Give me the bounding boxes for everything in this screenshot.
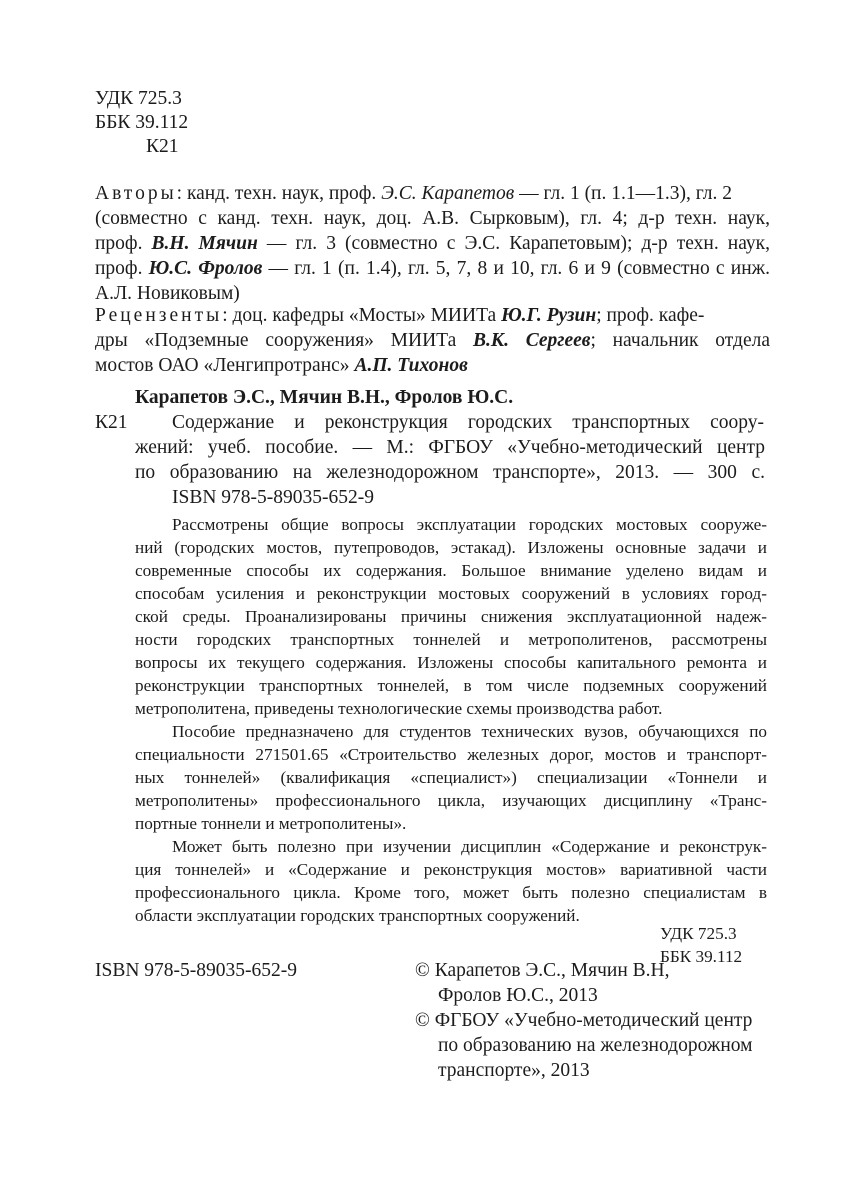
abstract-line: метрополитена, приведены технологические схемы производства работ. xyxy=(135,699,663,718)
authors-line-3: проф. В.Н. Мячин — гл. 3 (совместно с Э.С. Карапетовым); д-р техн. наук, xyxy=(95,233,771,254)
abstract-line: ных тоннелей» (квалификация «специалист») специализации «Тоннели и xyxy=(135,768,767,787)
reviewers-line-2: дры «Подземные сооружения» МИИТа В.К. Сергеев; начальник отдела xyxy=(95,330,770,351)
abstract-line: ция тоннелей» и «Содержание и реконструкция мостов» вариативной части xyxy=(135,860,767,879)
copyright-line: © ФГБОУ «Учебно-методический центр xyxy=(415,1010,753,1031)
abstract-line: вопросы их текущего содержания. Изложены способы капитального ремонта и xyxy=(135,653,767,672)
authors-line-1: Авторы: канд. техн. наук, проф. Э.С. Карапетов — гл. 1 (п. 1.1—1.3), гл. 2 xyxy=(95,183,732,204)
abstract-line: ности городских транспортных тоннелей и метрополитенов, рассмотрены xyxy=(135,630,767,649)
bib-line: по образованию на железнодорожном транспорте», 2013. — 300 с. xyxy=(135,462,765,483)
abstract-line: портные тоннели и метрополитены». xyxy=(135,814,407,833)
udk-code: УДК 725.3 xyxy=(95,88,182,109)
udk-code-bottom: УДК 725.3 xyxy=(660,924,737,943)
reviewer-name: В.К. Сергеев xyxy=(472,330,591,351)
abstract-line: способам усиления и реконструкции мостовых сооружений в условиях город- xyxy=(135,584,767,603)
author-mark-main: К21 xyxy=(95,412,128,433)
author-name: Э.С. Карапетов xyxy=(381,183,515,204)
reviewer-name: Ю.Г. Рузин xyxy=(501,305,597,326)
bbk-code: ББК 39.112 xyxy=(95,112,189,133)
reviewers-label: Рецензенты xyxy=(95,305,223,326)
bib-line: жений: учеб. пособие. — М.: ФГБОУ «Учебно-методический центр xyxy=(135,437,765,458)
abstract-line: ний (городских мостов, путепроводов, эстакад). Изложены основные задачи и xyxy=(135,538,767,557)
abstract-line: области эксплуатации городских транспортных сооружений. xyxy=(135,906,580,925)
authors-label: Авторы xyxy=(95,183,177,204)
abstract-line: ской среды. Проанализированы причины снижения эксплуатационной надеж- xyxy=(135,607,767,626)
authors-line-4: проф. Ю.С. Фролов — гл. 1 (п. 1.4), гл. 5, 7, 8 и 10, гл. 6 и 9 (совместно с инж. xyxy=(95,258,770,279)
abstract-line: профессионального цикла. Кроме того, может быть полезно специалистам в xyxy=(135,883,767,902)
abstract-line: Пособие предназначено для студентов технических вузов, обучающихся по xyxy=(172,722,767,741)
abstract-line: реконструкции транспортных тоннелей, в том числе подземных сооружений xyxy=(135,676,767,695)
author-name: В.Н. Мячин xyxy=(151,233,258,254)
abstract-line: специальности 271501.65 «Строительство железных дорог, мостов и транспорт- xyxy=(135,745,767,764)
copyright-line: по образованию на железнодорожном xyxy=(438,1035,753,1056)
copyright-line: Фролов Ю.С., 2013 xyxy=(438,985,598,1006)
authors-line-5: А.Л. Новиковым) xyxy=(95,283,240,304)
abstract-line: Может быть полезно при изучении дисциплин «Содержание и реконструк- xyxy=(172,837,767,856)
authors-line-2: (совместно с канд. техн. наук, доц. А.В. Сырковым), гл. 4; д-р техн. наук, xyxy=(95,208,770,229)
isbn-bottom: ISBN 978-5-89035-652-9 xyxy=(95,960,298,981)
abstract-line: Рассмотрены общие вопросы эксплуатации городских мостовых сооруже- xyxy=(172,515,767,534)
bbk-code-bottom: ББК 39.112 xyxy=(660,947,743,966)
isbn-bib: ISBN 978-5-89035-652-9 xyxy=(172,487,375,508)
copyright-line: транспорте», 2013 xyxy=(438,1060,590,1081)
author-name: Ю.С. Фролов xyxy=(148,258,263,279)
author-mark: К21 xyxy=(146,136,179,157)
reviewers-line-1: Рецензенты: доц. кафедры «Мосты» МИИТа Ю.Г. Рузин; проф. кафе- xyxy=(95,305,705,326)
abstract-line: современные способы их содержания. Большое внимание уделено видам и xyxy=(135,561,767,580)
abstract-line: метрополитены» профессионального цикла, изучающих дисциплину «Транс- xyxy=(135,791,767,810)
bib-line: Содержание и реконструкция городских транспортных соору- xyxy=(172,412,764,433)
copyright-line: © Карапетов Э.С., Мячин В.Н, xyxy=(415,960,670,981)
reviewers-line-3: мостов ОАО «Ленгипротранс» А.П. Тихонов xyxy=(95,355,468,376)
reviewer-name: А.П. Тихонов xyxy=(354,355,468,376)
book-authors-heading: Карапетов Э.С., Мячин В.Н., Фролов Ю.С. xyxy=(135,387,514,408)
